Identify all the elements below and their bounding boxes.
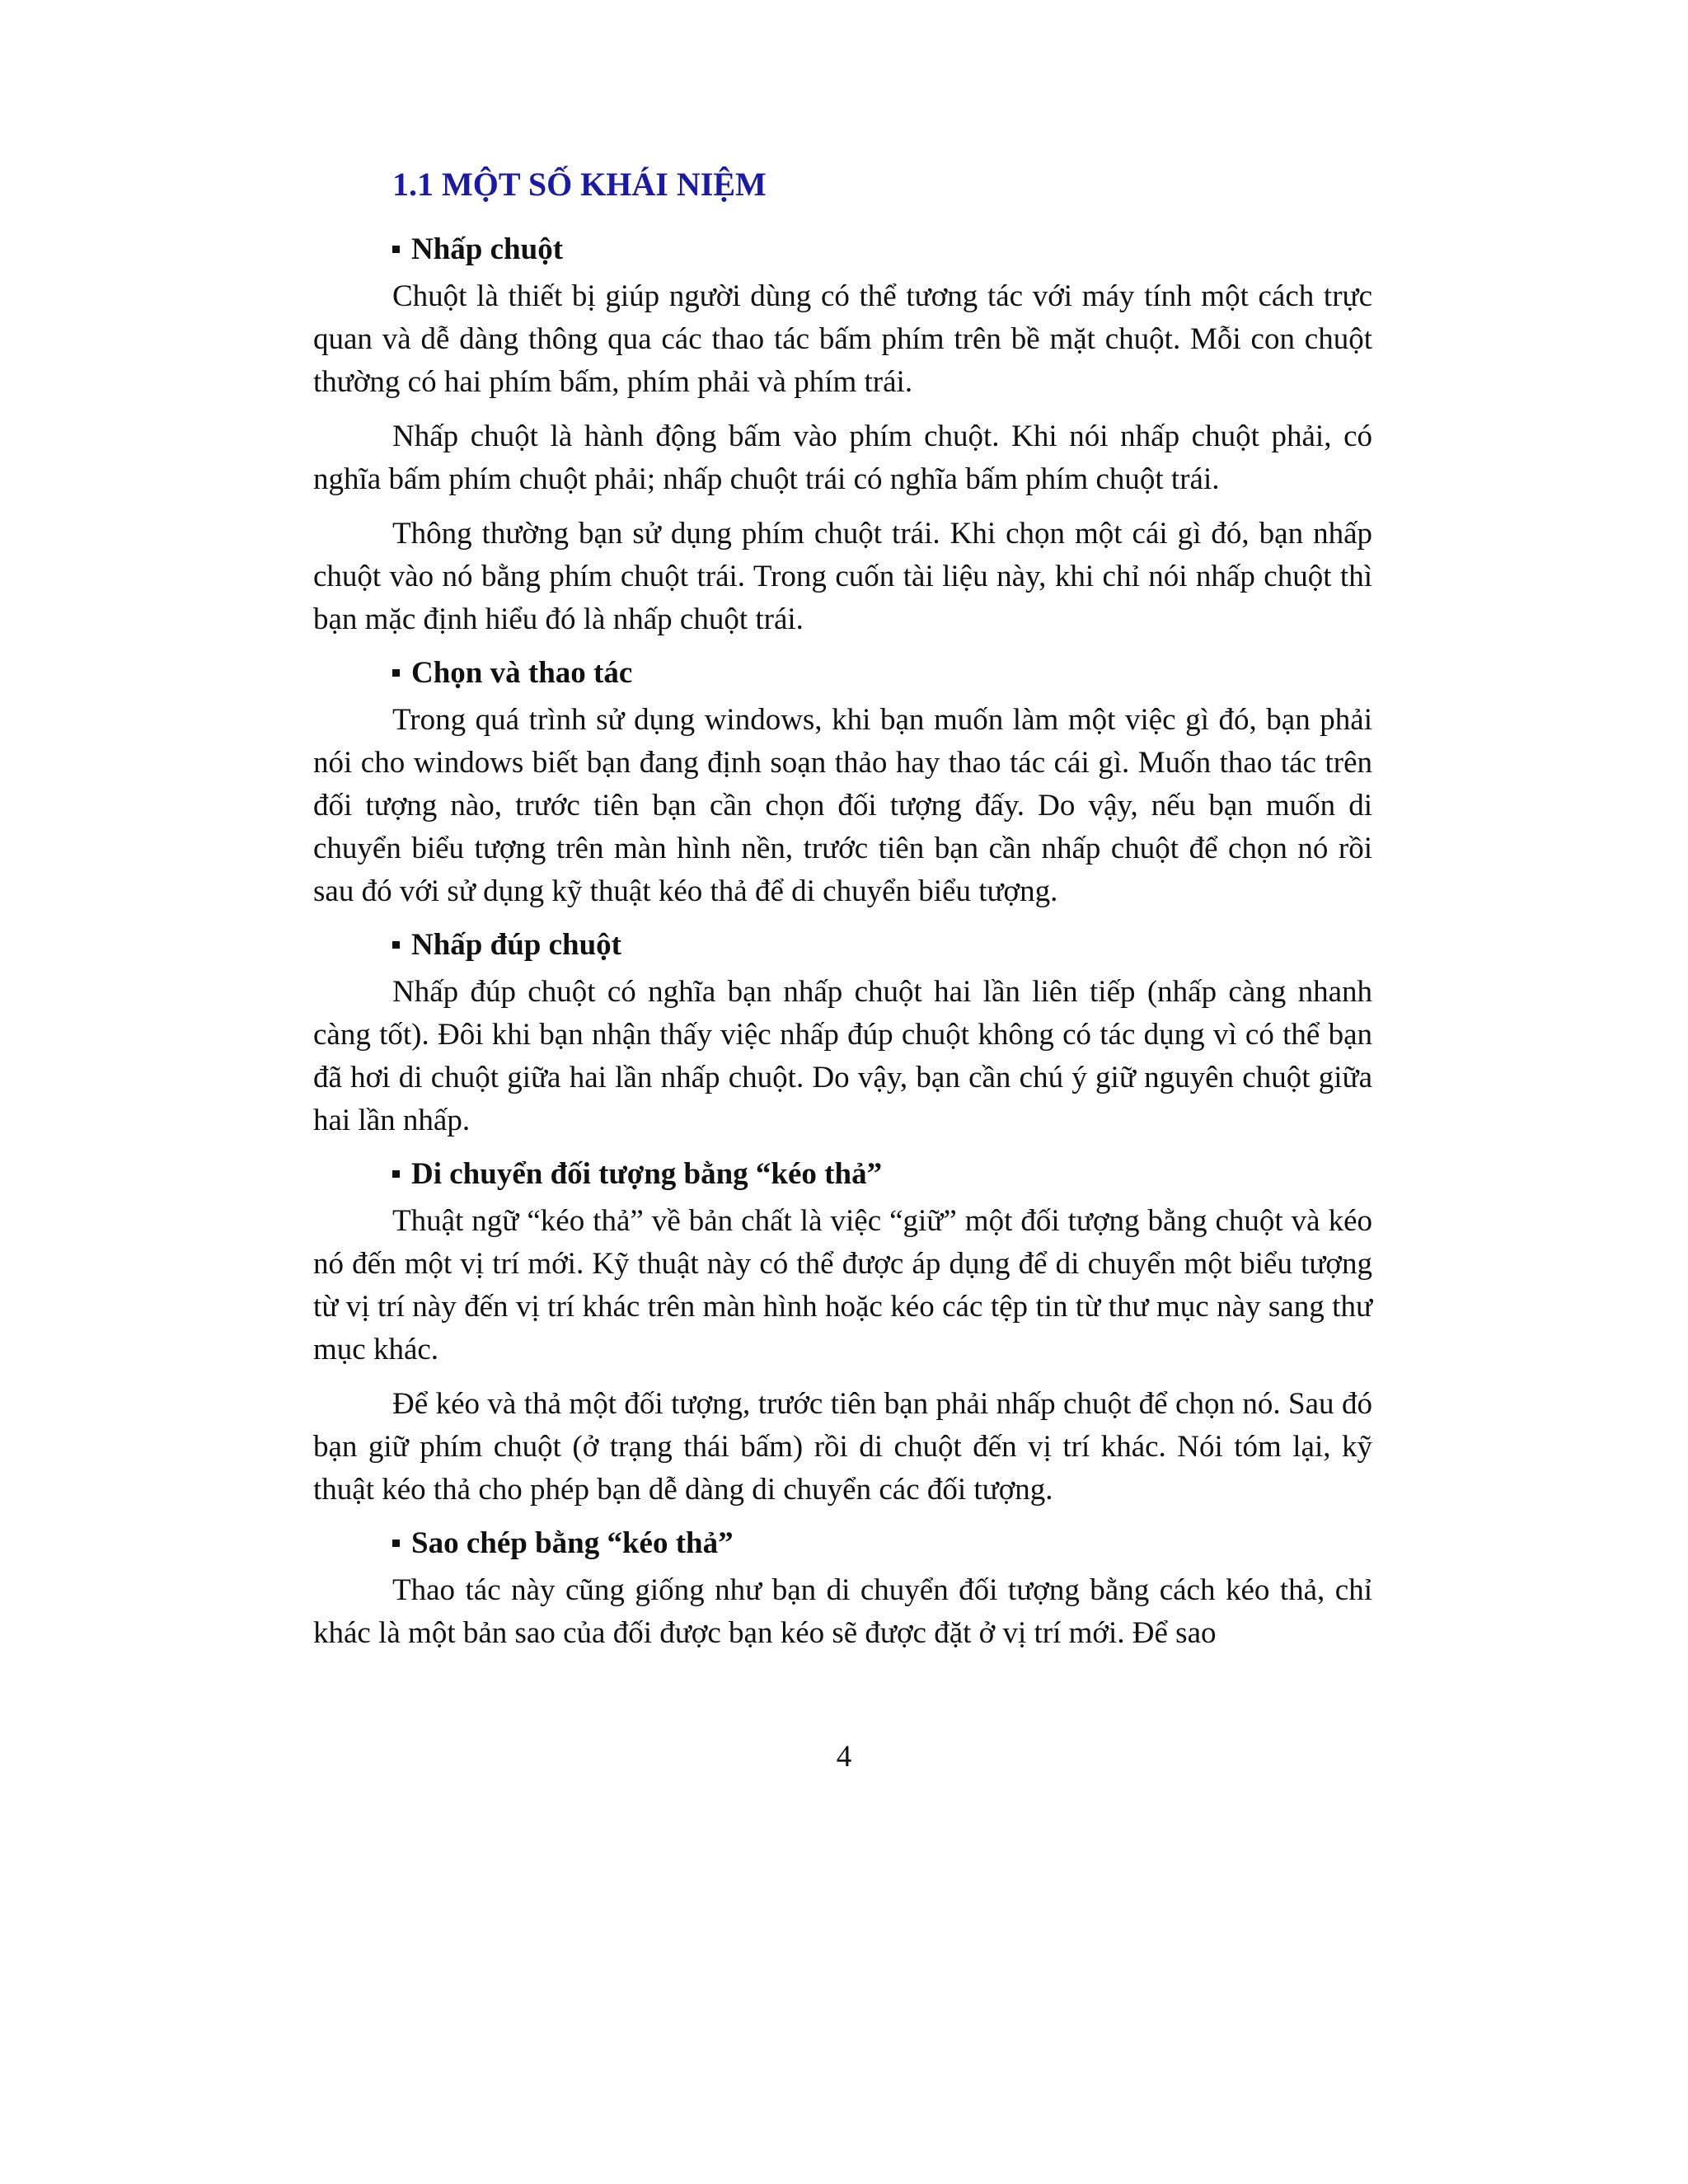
paragraph: Thuật ngữ “kéo thả” về bản chất là việc “giữ” một đối tượng bằng chuột và kéo nó đến một vị trí mới. Kỹ thuật này có thể được áp dụng để di chuyển một biểu tượng từ vị trí này đến vị trí khác trên màn hình hoặc kéo các tệp tin từ thư mục này sang thư mục khác.	[313, 1203, 1372, 1366]
paragraph: Nhấp chuột là hành động bấm vào phím chuột. Khi nói nhấp chuột phải, có nghĩa bấm phím chuột phải; nhấp chuột trái có nghĩa bấm phím chuột trái.	[313, 419, 1372, 496]
subheading-sao-chep-keo-tha	[392, 1523, 1372, 1564]
bullet-icon	[392, 941, 400, 949]
subheading-text: Di chuyển đối tượng bằng “kéo thả”	[411, 1156, 883, 1191]
bullet-icon	[392, 669, 400, 677]
paragraph: Chuột là thiết bị giúp người dùng có thể tương tác với máy tính một cách trực quan và dễ dàng thông qua các thao tác bấm phím trên bề mặt chuột. Mỗi con chuột thường có hai phím bấm, phím phải và phím trái.	[313, 279, 1372, 399]
subheading-text: Sao chép bằng “kéo thả”	[411, 1526, 734, 1560]
page-number: 4	[836, 1740, 852, 1774]
paragraph: Thông thường bạn sử dụng phím chuột trái. Khi chọn một cái gì đó, bạn nhấp chuột vào nó bằng phím chuột trái. Trong cuốn tài liệu này, khi chỉ nói nhấp chuột thì bạn mặc định hiểu đó là nhấp chuột trái.	[313, 516, 1372, 636]
subheading-text: Nhấp đúp chuột	[411, 927, 622, 962]
subheading-chon-va-thao-tac	[392, 653, 1372, 694]
paragraph: Trong quá trình sử dụng windows, khi bạn muốn làm một việc gì đó, bạn phải nói cho windows biết bạn đang định soạn thảo hay thao tác cái gì. Muốn thao tác trên đối tượng nào, trước tiên bạn cần chọn đối tượng đấy. Do vậy, nếu bạn muốn di chuyển biểu tượng trên màn hình nền, trước tiên bạn cần nhấp chuột để chọn nó rồi sau đó với sử dụng kỹ thuật kéo thả để di chuyển biểu tượng.	[313, 702, 1372, 908]
bullet-icon	[392, 1170, 400, 1178]
section-title: 1.1 MỘT SỐ KHÁI NIỆM	[392, 166, 767, 203]
subheading-text: Chọn và thao tác	[411, 655, 633, 690]
subheading-nhap-dup-chuot	[392, 925, 1372, 966]
subheading-di-chuyen-keo-tha	[392, 1154, 1372, 1195]
bullet-icon	[392, 1540, 400, 1547]
paragraph: Nhấp đúp chuột có nghĩa bạn nhấp chuột hai lần liên tiếp (nhấp càng nhanh càng tốt). Đôi khi bạn nhận thấy việc nhấp đúp chuột không có tác dụng vì có thể bạn đã hơi di chuột giữa hai lần nhấp chuột. Do vậy, bạn cần chú ý giữ nguyên chuột giữa hai lần nhấp.	[313, 974, 1372, 1137]
bullet-icon	[392, 246, 400, 253]
subheading-nhap-chuot	[392, 229, 1372, 270]
paragraph: Thao tác này cũng giống như bạn di chuyển đối tượng bằng cách kéo thả, chỉ khác là một bản sao của đối được bạn kéo sẽ được đặt ở vị trí mới. Để sao	[313, 1572, 1372, 1650]
subheading-text: Nhấp chuột	[411, 232, 564, 266]
paragraph: Để kéo và thả một đối tượng, trước tiên bạn phải nhấp chuột để chọn nó. Sau đó bạn giữ phím chuột (ở trạng thái bấm) rồi di chuột đến vị trí khác. Nói tóm lại, kỹ thuật kéo thả cho phép bạn dễ dàng di chuyển các đối tượng.	[313, 1386, 1372, 1507]
document-page	[313, 165, 1372, 1666]
